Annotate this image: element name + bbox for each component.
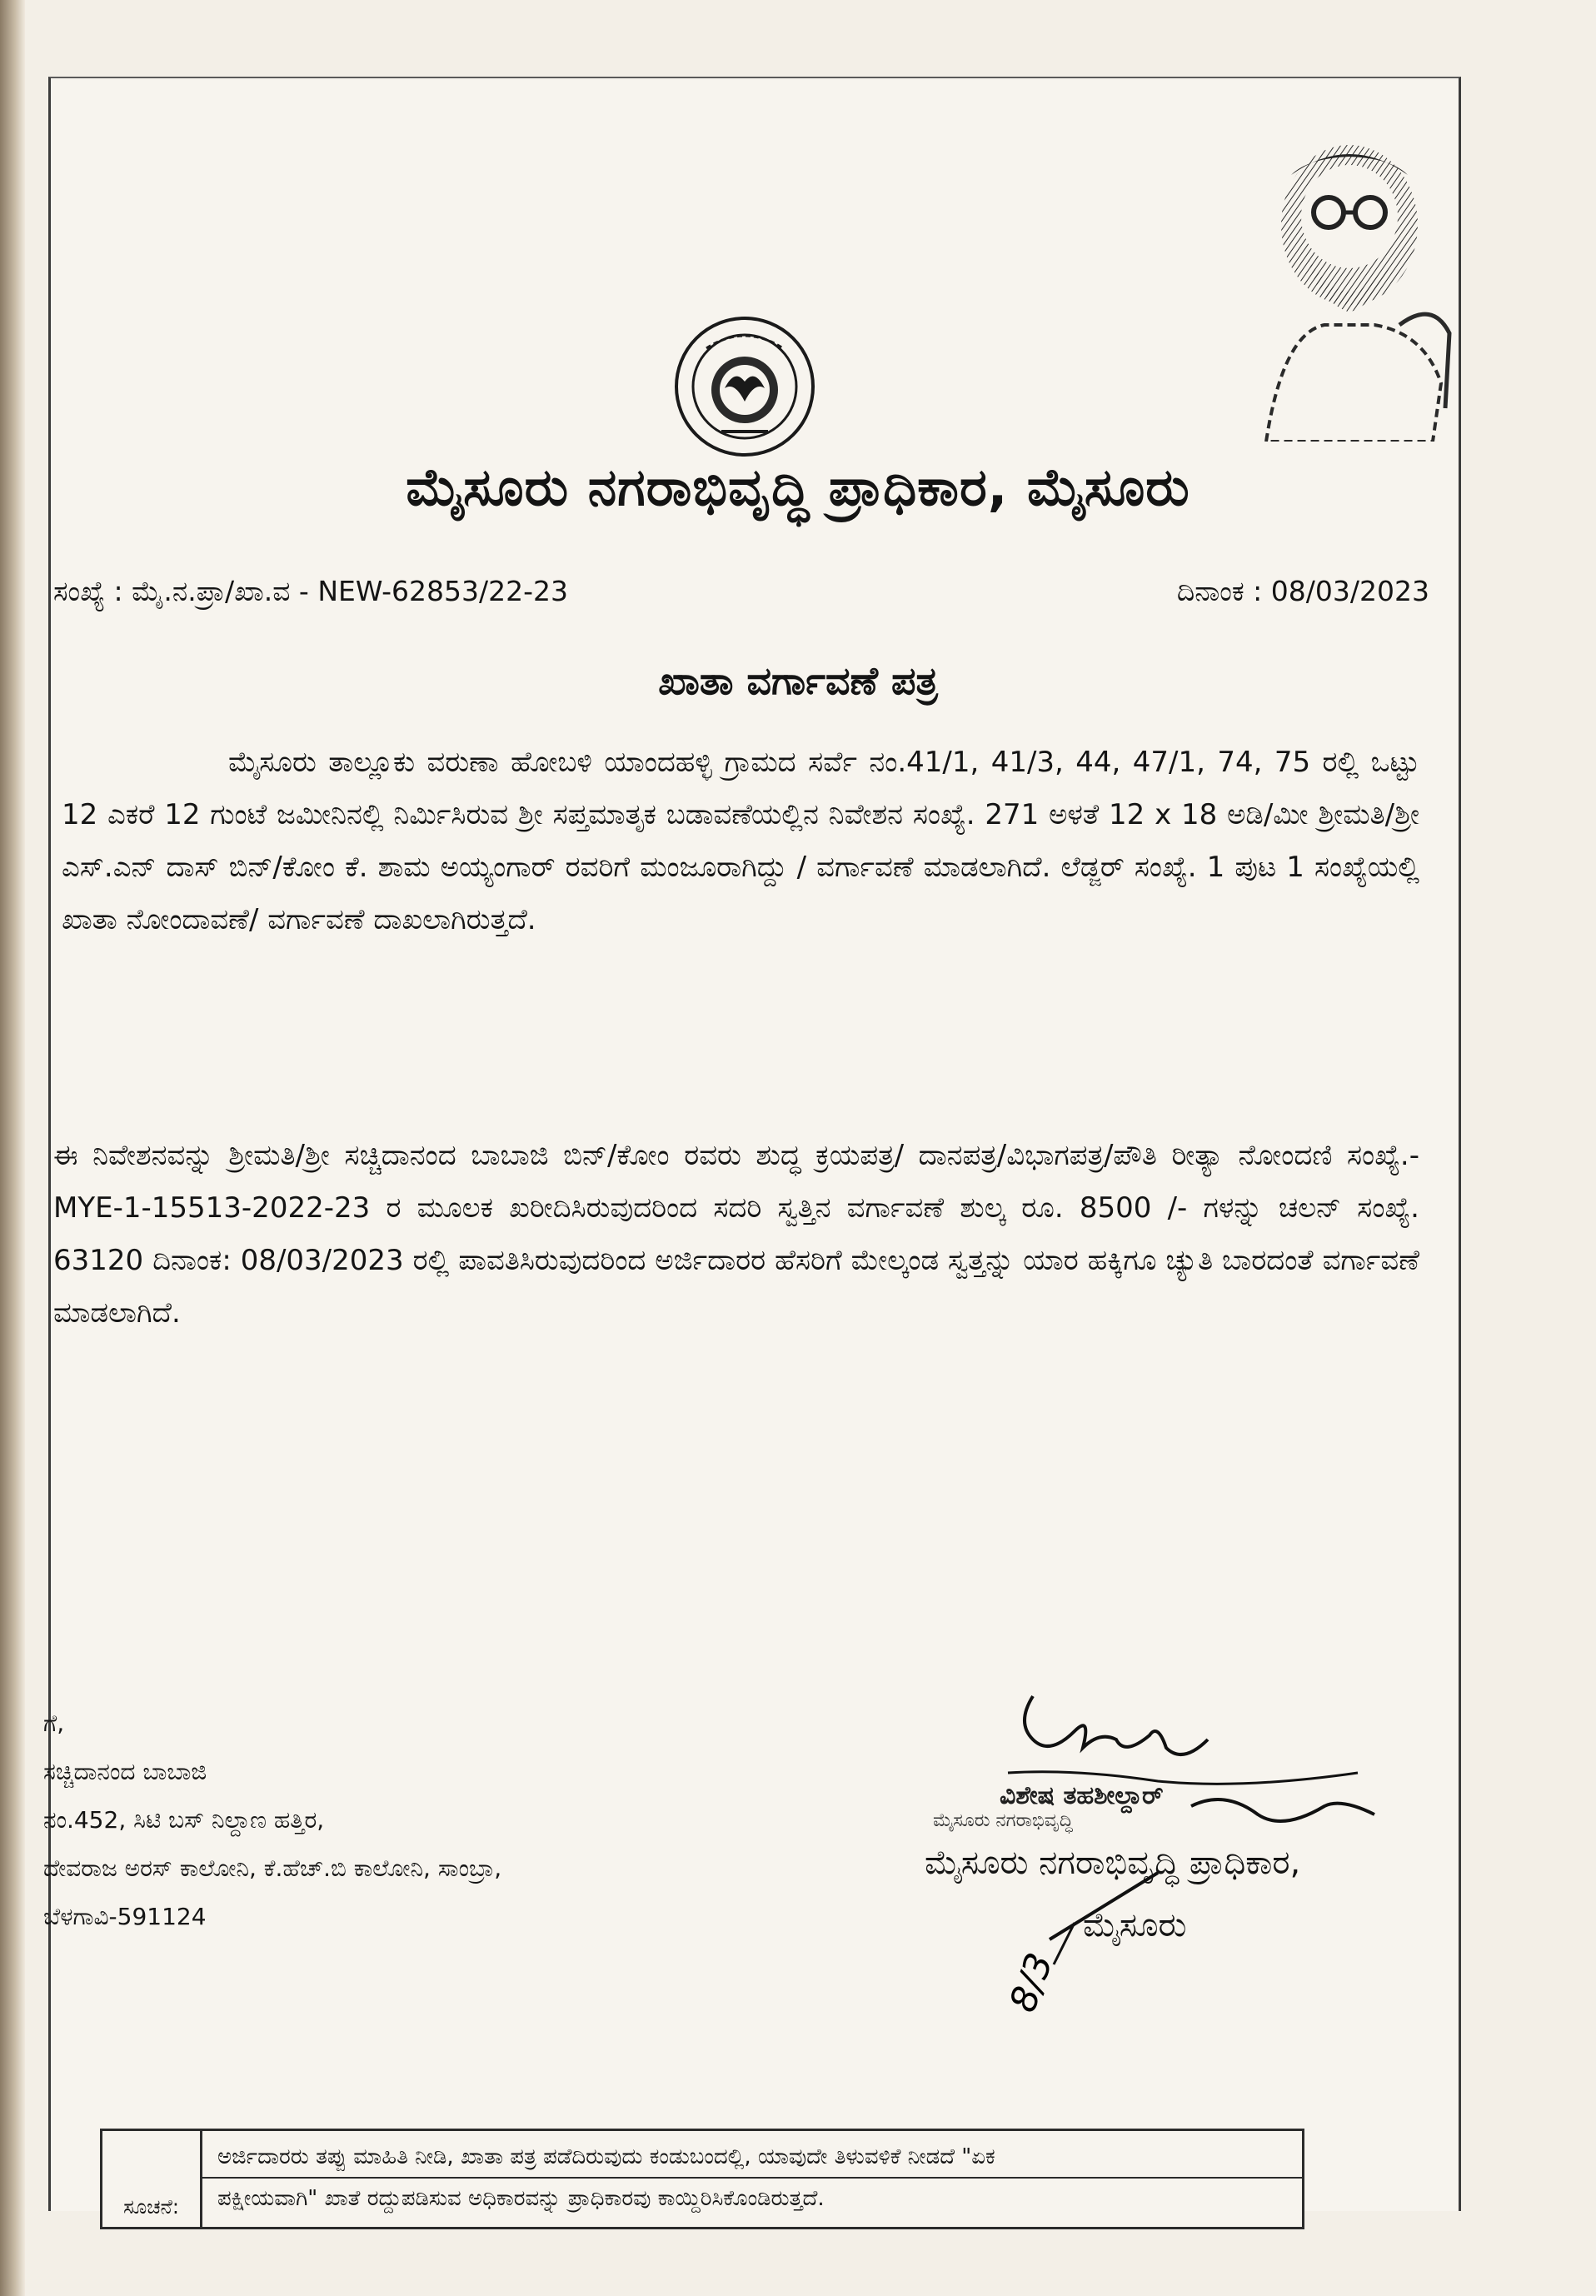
handwritten-date: 8/3 (1001, 1947, 1062, 2018)
body-paragraph-1: ಮೈಸೂರು ತಾಲ್ಲೂಕು ವರುಣಾ ಹೋಬಳಿ ಯಾಂದಹಳ್ಳಿ ಗ್ರಾಮದ ಸರ್ವೆ ನಂ.41/1, 41/3, 44, 47/1, 74, 75 ರಲ್ಲಿ ಒಟ್ಟು 12 ಎಕರೆ 12 ಗುಂಟೆ ಜಮೀನಿನಲ್ಲಿ ನಿರ್ಮಿಸಿರುವ ಶ್ರೀ ಸಪ್ತಮಾತೃಕ ಬಡಾವಣೆಯಲ್ಲಿನ ನಿವೇಶನ ಸಂಖ್ಯೆ. 271 ಅಳತೆ 12 x 18 ಅಡಿ/ಮೀ ಶ್ರೀಮತಿ/ಶ್ರೀ ಎಸ್.ಎನ್ ದಾಸ್ ಬಿನ್/ಕೋಂ ಕೆ. ಶಾಮ ಅಯ್ಯಂಗಾರ್ ರವರಿಗೆ ಮಂಜೂರಾಗಿದ್ದು / ವರ್ಗಾವಣೆ ಮಾಡಲಾಗಿದೆ. ಲೆಡ್ಜರ್ ಸಂಖ್ಯೆ. 1 ಪುಟ 1 ಸಂಖ್ಯೆಯಲ್ಲಿ ಖಾತಾ ನೋಂದಾವಣೆ/ ವರ್ಗಾವಣೆ ದಾಖಲಾಗಿರುತ್ತದೆ. (62, 746, 1419, 936)
recipient-name: ಸಚ್ಚಿದಾನಂದ ಬಾಬಾಜಿ (43, 1758, 207, 1785)
authority-emblem-icon (673, 315, 816, 458)
body-paragraph-2: ಈ ನಿವೇಶನವನ್ನು ಶ್ರೀಮತಿ/ಶ್ರೀ ಸಚ್ಚಿದಾನಂದ ಬಾಬಾಜಿ ಬಿನ್/ಕೋಂ ರವರು ಶುದ್ಧ ಕ್ರಯಪತ್ರ/ ದಾನಪತ್ರ/ವಿಭಾಗಪತ್ರ/ಪೌತಿ ರೀತ್ಯಾ ನೋಂದಣಿ ಸಂಖ್ಯೆ.- MYE-1-15513-2022-23 ರ ಮೂಲಕ ಖರೀದಿಸಿರುವುದರಿಂದ ಸದರಿ ಸ್ವತ್ತಿನ ವರ್ಗಾವಣೆ ಶುಲ್ಕ ರೂ. 8500 /- ಗಳನ್ನು ಚಲನ್ ಸಂಖ್ಯೆ. 63120 ದಿನಾಂಕ: 08/03/2023 ರಲ್ಲಿ ಪಾವತಿಸಿರುವುದರಿಂದ ಅರ್ಜಿದಾರರ ಹೆಸರಿಗೆ ಮೇಲ್ಕಂಡ ಸ್ವತ್ತನ್ನು ಯಾರ ಹಕ್ಕಿಗೂ ಚ್ಯುತಿ ಬಾರದಂತೆ ವರ್ಗಾವಣೆ ಮಾಡಲಾಗಿದೆ. (53, 1139, 1419, 1330)
recipient-address-block (43, 1700, 501, 1941)
signatory-city: ಮೈಸೂರು (1083, 1906, 1187, 1944)
address-line-1: ನಂ.452, ಸಿಟಿ ಬಸ್ ನಿಲ್ದಾಣ ಹತ್ತಿರ, (43, 1806, 325, 1834)
officer-office-seal: ಮೈಸೂರು ನಗರಾಭಿವೃದ್ಧಿ (933, 1810, 1073, 1831)
handwritten-signature-icon (908, 1690, 1424, 2023)
reference-number: ಸಂಖ್ಯೆ : ಮೈ.ನ.ಪ್ರಾ/ಖಾ.ವ - NEW-62853/22-23 (53, 575, 569, 607)
signatory-authority: ಮೈಸೂರು ನಗರಾಭಿವೃದ್ಧಿ ಪ್ರಾಧಿಕಾರ, (925, 1844, 1301, 1882)
notice-line-1: ಅರ್ಜಿದಾರರು ತಪ್ಪು ಮಾಹಿತಿ ನೀಡಿ, ಖಾತಾ ಪತ್ರ ಪಡೆದಿರುವುದು ಕಂಡುಬಂದಲ್ಲಿ, ಯಾವುದೇ ತಿಳುವಳಿಕೆ ನೀಡದೆ "ಏಕ (217, 2144, 995, 2169)
document-date: ದಿನಾಂಕ : 08/03/2023 (1176, 575, 1429, 607)
address-line-3: ಬೆಳಗಾವಿ-591124 (43, 1903, 207, 1930)
authority-title: ಮೈಸೂರು ನಗರಾಭಿವೃದ್ಧಿ ಪ್ರಾಧಿಕಾರ, ಮೈಸೂರು (406, 457, 1190, 517)
salutation: ಗೆ, (43, 1710, 65, 1737)
signature-block (908, 1690, 1424, 2023)
document-heading: ಖಾತಾ ವರ್ಗಾವಣೆ ಪತ್ರ (658, 658, 938, 703)
officer-designation: ವಿಶೇಷ ತಹಶೀಲ್ದಾರ್ (1000, 1781, 1164, 1810)
notice-box (100, 2129, 1304, 2229)
notice-text (217, 2136, 1292, 2219)
notice-line-2: ಪಕ್ಷೀಯವಾಗಿ" ಖಾತೆ ರದ್ದುಪಡಿಸುವ ಅಧಿಕಾರವನ್ನು ಪ್ರಾಧಿಕಾರವು ಕಾಯ್ದಿರಿಸಿಕೊಂಡಿರುತ್ತದೆ. (217, 2186, 825, 2211)
book-spine-edge (0, 0, 25, 2296)
notice-label: ಸೂಚನೆ: (102, 2131, 202, 2227)
founder-portrait-image (1233, 133, 1466, 442)
address-line-2: ದೇವರಾಜ ಅರಸ್ ಕಾಲೋನಿ, ಕೆ.ಹೆಚ್.ಬಿ ಕಾಲೋನಿ, ಸಾಂಬ್ರಾ, (43, 1854, 502, 1882)
